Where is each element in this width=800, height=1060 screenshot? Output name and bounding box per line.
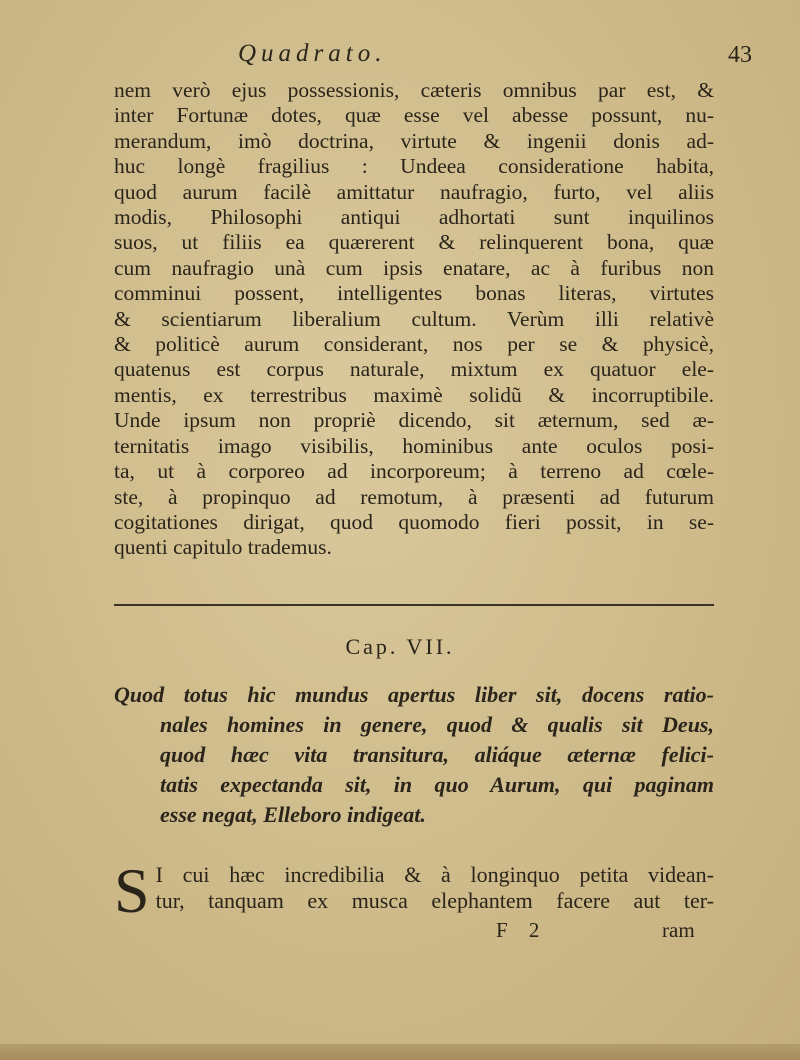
summary-line: tatis expectanda sit, in quo Aurum, qui paginam (160, 772, 714, 797)
opening-line-2: tur, tanquam ex musca elephantem facere aut ter- (155, 888, 714, 913)
body-line: mentis, ex terrestribus maximè solidũ & incorruptibile. (114, 382, 714, 407)
body-line: huc longè fragilius : Undeea consideratione habita, (114, 154, 714, 179)
body-line: & scientiarum liberalium cultum. Verùm illi relativè (114, 306, 714, 331)
body-line: cogitationes dirigat, quod quomodo fieri possit, in se- (114, 509, 714, 534)
summary-line: Quod totus hic mundus apertus liber sit, docens ratio- (114, 682, 714, 707)
page-number: 43 (728, 42, 752, 68)
running-title: Quadrato. (238, 40, 387, 67)
body-line: quenti capitulo trademus. (114, 535, 332, 560)
body-line: Unde ipsum non propriè dicendo, sit æternum, sed æ- (114, 408, 714, 433)
body-line: ta, ut à corporeo ad incorporeum; à terreno ad cœle- (114, 459, 714, 484)
body-line: quatenus est corpus naturale, mixtum ex quatuor ele- (114, 357, 714, 382)
body-line: modis, Philosophi antiqui adhortati sunt inquilinos (114, 205, 714, 230)
body-line: cum naufragio unà cum ipsis enatare, ac à furibus non (114, 255, 714, 280)
drop-cap: S (114, 855, 150, 926)
body-line: merandum, imò doctrina, virtute & ingenii donis ad- (114, 128, 714, 153)
body-line: ste, à propinquo ad remotum, à præsenti ad futurum (114, 484, 714, 509)
page-header (0, 38, 800, 72)
summary-line: quod hæc vita transitura, aliáque æternæ felici- (160, 742, 714, 767)
page-footer (114, 918, 714, 946)
body-line: suos, ut filiis ea quærerent & relinquerent bona, quæ (114, 230, 714, 255)
chapter-heading: Cap. VII. (345, 634, 455, 659)
chapter-summary (114, 680, 714, 830)
opening-line-1: I cui hæc incredibilia & à longinquo petita videan- (155, 862, 714, 887)
summary-line: esse negat, Elleboro indigeat. (160, 802, 426, 827)
section-rule (114, 604, 714, 606)
body-line: inter Fortunæ dotes, quæ esse vel abesse possunt, nu- (114, 103, 714, 128)
signature-mark: F 2 (496, 918, 548, 942)
body-line: quod aurum facilè amittatur naufragio, furto, vel aliis (114, 179, 714, 204)
body-text (114, 78, 714, 561)
page-bottom-edge (0, 1044, 800, 1060)
catchword: ram (662, 918, 695, 942)
body-line: comminui possent, intelligentes bonas literas, virtutes (114, 281, 714, 306)
summary-line: nales homines in genere, quod & qualis sit Deus, (160, 712, 714, 737)
body-line: ternitatis imago visibilis, hominibus ante oculos posi- (114, 433, 714, 458)
body-line: nem verò ejus possessionis, cæteris omnibus par est, & (114, 78, 714, 102)
chapter-opening (114, 855, 714, 926)
body-line: & politicè aurum considerant, nos per se & physicè, (114, 332, 714, 357)
